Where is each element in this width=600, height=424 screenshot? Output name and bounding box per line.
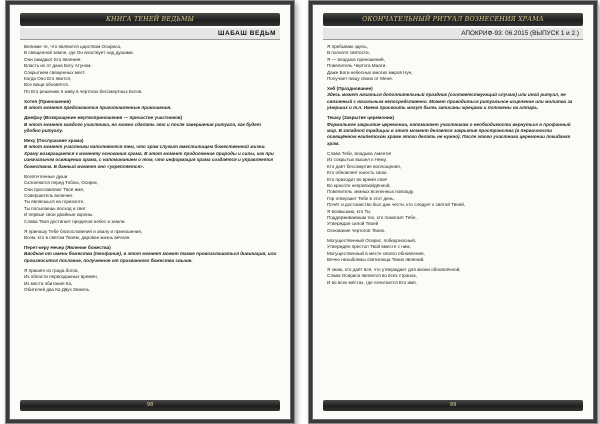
- verse-line: И первые свои двойные короны.: [24, 212, 94, 218]
- verse-line: Повелитель Чертога Маати.: [327, 63, 387, 69]
- verse-line: Я возвышаю, кто Ты: [327, 208, 371, 214]
- verse-block: [327, 238, 581, 264]
- verse-line: Сокрытием священных мест.: [24, 69, 86, 75]
- verse-line: Я знаю, кто даёт всё, что утверждает для жизни обновлённой,: [327, 266, 461, 272]
- verse-block: [24, 174, 278, 225]
- verse-line: Кто обновляет юность свою.: [327, 170, 388, 176]
- verse-block: [24, 44, 278, 95]
- verse-line: Слава Осириса является во всех странах,: [327, 273, 418, 279]
- verse-line: И во всех местах, где почитается Его имя.: [327, 279, 417, 285]
- verse-line: Утверждён престол Твой вместе с ним,: [327, 244, 411, 250]
- section-heading: Джефау (Возвращение жертвоприношения — причастие участников): [24, 115, 183, 121]
- left-page-banner: КНИГА ТЕНЕЙ ВЕДЬМЫ: [20, 13, 280, 26]
- verse-block: [327, 267, 581, 286]
- verse-line: Могущественный Осирис, победоносный,: [327, 237, 417, 243]
- verse-line: Я пребываю здесь,: [327, 44, 368, 49]
- verse-line: В священной земле, где Он властвует над душами.: [24, 50, 134, 56]
- verse-line: Вечно незыблемы святилища Твоих явлений.: [327, 256, 425, 262]
- left-page-subheader: ШАБАШ ВЕДЬМ: [20, 28, 280, 40]
- verse-line: По Его решению я живу в чертогах бессмертных Богов.: [24, 88, 143, 94]
- right-page: [313, 5, 593, 419]
- verse-line: Я приношу Тебе благословения и хвалу и приношения,: [24, 228, 143, 234]
- verse-line: Во красоте непревзойдённой,: [327, 182, 391, 188]
- section-instruction: Вводная от имени божества (теофания), в этот момент может также провозглашаться дивинация, или произносится послание, полученное от призванного божества свыше.: [24, 251, 277, 263]
- verse-line: Обителей два Ка Двух Земель.: [24, 286, 91, 292]
- section-instruction: Здесь может начаться дополнительный праздник (соответствующий случаю) или иной ритуал, не связанный с начальным непосредственно. Может проводиться ритуальное исцеление или молитва за умерших и т.п. Имена присвоить могут быть записаны жрецами и положены на алтарь.: [327, 92, 573, 111]
- verse-block: [327, 44, 581, 82]
- left-page: [10, 5, 290, 419]
- verse-line: Власть их от дана Богу Атуном,: [24, 63, 92, 69]
- verse-line: Ты посылаешь восход и свет: [24, 205, 86, 211]
- verse-line: Всепочтенные души: [24, 173, 68, 179]
- verse-line: Могущественный в месте своего обновления,: [327, 250, 425, 256]
- verse-line: Слава Твоя достигает пределов небес и земли.: [24, 218, 126, 224]
- verse-line: Я — владыка приношений,: [327, 56, 385, 62]
- verse-line: Поддерживаемым тех, кто помогает Тебе,: [327, 214, 417, 220]
- verse-line: Склоняются перед Тобою, Осирис,: [24, 180, 99, 186]
- page-number: 98: [20, 400, 280, 411]
- verse-line: Утверждая силой Твоей: [327, 221, 379, 227]
- verse-line: Кто даёт бессмертие воплощения,: [327, 163, 401, 169]
- section-heading: Хеб (Празднование): [327, 86, 373, 92]
- right-page-banner: ОКОНЧАТЕЛЬНЫЙ РИТУАЛ ВОЗНЕСЕНИЯ ХРАМА: [323, 13, 583, 26]
- verse-line: Великие те, что являются царством Осириса,: [24, 44, 122, 49]
- verse-line: Совершитель величия.: [24, 192, 74, 198]
- verse-line: Они прославляют Твоё имя,: [24, 186, 85, 192]
- verse-line: Повелитель земных вселенных повсюду.: [327, 189, 415, 195]
- verse-line: Они ожидают Его явления.: [24, 56, 82, 62]
- verse-line: Когда Оно Его явится,: [24, 76, 72, 82]
- section-heading: Меху (Послушание храма): [24, 138, 84, 144]
- verse-block: [24, 268, 278, 294]
- verse-line: Я пришёл из града богов,: [24, 267, 79, 273]
- verse-block: [327, 151, 581, 234]
- verse-line: Из области первозданных времён,: [24, 274, 98, 280]
- section-heading: Тешау (Закрытие церемонии): [327, 115, 395, 121]
- section-instruction: Формальное закрытие церемонии, напоминает участникам о необходимости вернуться в профанный мир. В западной традиции в этот момент делается закрытие пространства (в первичности освящённом египетском храме этого делать не нужно). После этого участники церемонии покидают храм.: [327, 121, 571, 146]
- verse-block: [24, 229, 278, 242]
- verse-line: Кто приходит во время своё: [327, 176, 387, 182]
- verse-line: Даже Боги небесных многих миров Нун,: [327, 69, 413, 75]
- section-instruction: В этот момент каждого участника, но можно сделать это и после завершения ритуала, как будет удобно ритуалу.: [24, 121, 261, 134]
- verse-line: В полноте святости,: [327, 50, 370, 56]
- verse-line: Всем, кто в святом Твоём, дарован жизнь вечная.: [24, 234, 131, 240]
- page-number: 99: [323, 400, 583, 411]
- verse-line: Ты являешься на горизонте,: [24, 199, 85, 205]
- verse-line: Почёт и достоинство был дан чести, кто следует к святой Твоей,: [327, 202, 466, 208]
- verse-line: Из сокрытых вышел к Нему,: [327, 157, 387, 163]
- right-page-subheader: АПОКРИФ-93: 06.2015 (ВЫПУСК 1 и 2.): [323, 28, 583, 40]
- verse-line: Получает пищу своих от Меня.: [327, 76, 393, 82]
- section-instruction: В этот момент участники наполняются тем, что храм служит вместилищем божественной жизни. Храму возвращается к моменту основания храма. В этот момент продолжение природы и силы, как при изначальном освящении храма, с напоминанием о том, что информация храма создаётся и управляется божеством. В данный момент оно «укрепляется».: [24, 144, 274, 169]
- right-page-body: [327, 44, 581, 393]
- verse-line: Основание чертогов Твоих.: [327, 227, 386, 233]
- verse-line: Из места обитания Ка,: [24, 280, 73, 286]
- verse-line: Слава Тебе, владыка Аменти!: [327, 150, 392, 156]
- section-instruction: В этот момент предлагаются приготовленные приношения.: [24, 105, 172, 111]
- section-heading: Хотеп (Приношения): [24, 98, 71, 104]
- section-heading: Перет-керу Нечер (Явление божества): [24, 244, 111, 250]
- left-page-body: [24, 44, 278, 393]
- verse-line: Все вещи обновятся.: [24, 82, 70, 88]
- verse-line: Гор отверзает Тебе в этот день,: [327, 195, 395, 201]
